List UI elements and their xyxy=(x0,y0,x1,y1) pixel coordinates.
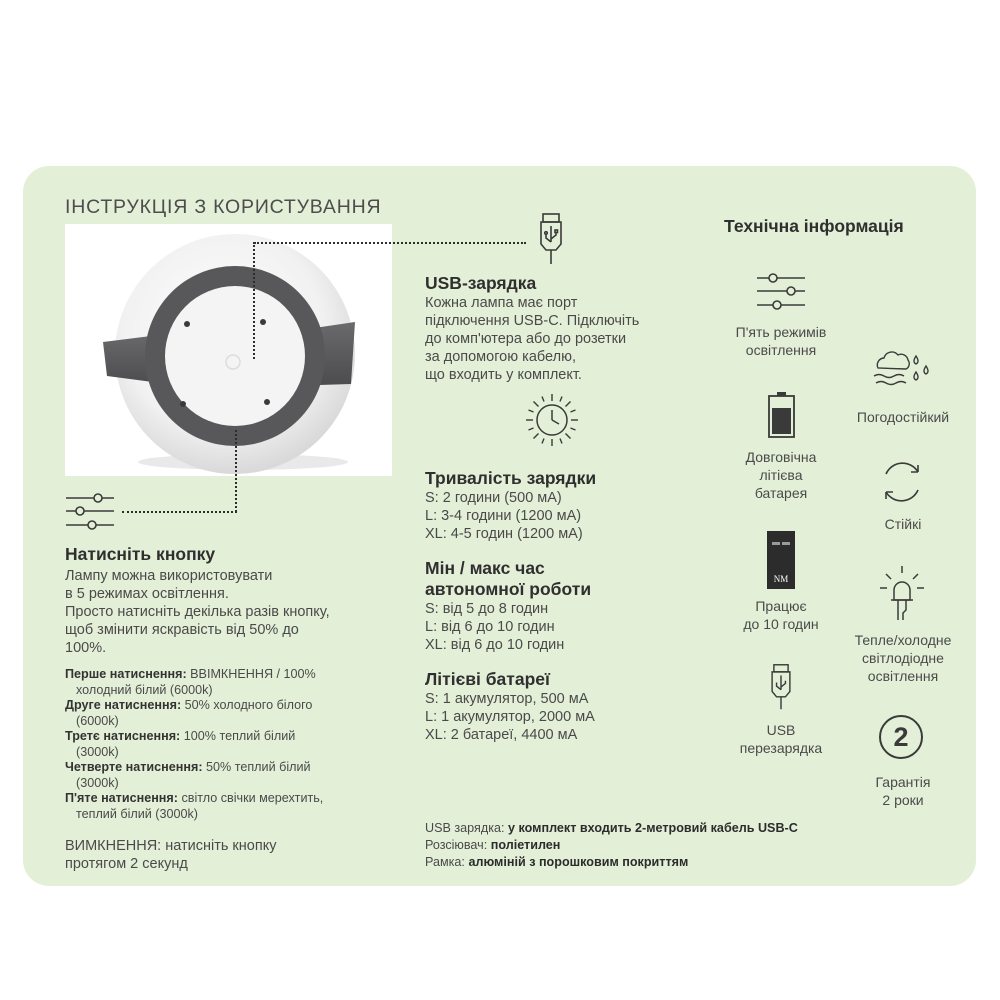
charge-time-line: S: 2 години (500 мА) xyxy=(425,490,562,506)
usb-line: за допомогою кабелю, xyxy=(425,349,576,365)
press-button-text xyxy=(65,567,395,657)
battery-icon xyxy=(766,391,798,439)
usb-line: що входить у комплект. xyxy=(425,367,582,383)
press-label: Перше натиснення: xyxy=(65,667,187,681)
led-bulb-icon xyxy=(878,564,926,622)
runtime-section xyxy=(425,558,695,654)
usb-icon xyxy=(766,663,796,711)
materials-value: алюміній з порошковим покриттям xyxy=(468,855,689,869)
press-text: (3000k) xyxy=(76,775,119,790)
press-text: (6000k) xyxy=(76,713,119,728)
materials-label: USB зарядка: xyxy=(425,821,508,835)
feature-text: до 10 годин xyxy=(743,616,819,632)
feature-text: літієва xyxy=(759,467,803,483)
connector-line xyxy=(254,242,526,244)
press-text: холодний білий (6000k) xyxy=(76,682,213,697)
press-item xyxy=(65,791,395,822)
charge-time-heading: Тривалість зарядки xyxy=(425,468,597,488)
feature-text: USB xyxy=(766,722,796,738)
feature-text: освітлення xyxy=(745,342,817,358)
charge-time-line: XL: 4-5 годин (1200 мА) xyxy=(425,526,583,542)
press-button-line: Лампу можна використовувати xyxy=(65,568,273,584)
feature-text: П'ять режимів xyxy=(735,324,827,340)
materials-label: Рамка: xyxy=(425,855,469,869)
feature-usb-label xyxy=(716,721,846,757)
sliders-icon xyxy=(64,492,116,532)
usb-line: Кожна лампа має порт xyxy=(425,295,578,311)
usb-line: підключення USB-C. Підключіть xyxy=(425,313,640,329)
usb-charging-section xyxy=(425,273,695,384)
press-item xyxy=(65,760,395,791)
weather-icon xyxy=(870,346,936,390)
feature-weather-label xyxy=(836,408,970,426)
materials-value: у комплект входить 2-метровий кабель USB-C xyxy=(508,821,798,835)
press-label: Друге натиснення: xyxy=(65,698,182,712)
off-line: протягом 2 секунд xyxy=(65,856,188,872)
press-modes-list xyxy=(65,667,395,822)
charge-time-section xyxy=(425,468,695,543)
sun-clock-icon xyxy=(524,392,580,448)
off-instruction xyxy=(65,837,276,873)
runtime-heading: Мін / макс час xyxy=(425,558,545,578)
feature-warranty-label xyxy=(836,773,970,809)
press-text: світло свічки мерехтить, xyxy=(181,791,324,805)
battery-cell-icon xyxy=(766,530,796,590)
batteries-line: XL: 2 батареї, 4400 мА xyxy=(425,727,578,743)
connector-line xyxy=(122,511,237,513)
feature-text: Працює xyxy=(755,598,807,614)
page-title: ІНСТРУКЦІЯ З КОРИСТУВАННЯ xyxy=(65,196,382,218)
charge-time-text xyxy=(425,489,695,543)
press-text: ВВІМКНЕННЯ / 100% xyxy=(190,667,316,681)
runtime-line: XL: від 6 до 10 годин xyxy=(425,637,565,653)
sliders-icon xyxy=(755,272,807,312)
materials-value: поліетилен xyxy=(490,838,561,852)
press-text: 50% теплий білий xyxy=(206,760,311,774)
feature-text: Погодостійкий xyxy=(856,409,950,425)
press-button-line: щоб змінити яскравість від 50% до xyxy=(65,622,299,638)
circular-arrows-icon xyxy=(876,456,928,508)
runtime-line: S: від 5 до 8 годин xyxy=(425,601,549,617)
press-text: 100% теплий білий xyxy=(183,729,296,743)
feature-modes-label xyxy=(716,323,846,359)
feature-durable-label xyxy=(836,515,970,533)
press-label: Третє натиснення: xyxy=(65,729,181,743)
press-text: теплий білий (3000k) xyxy=(76,806,198,821)
feature-text: Гарантія xyxy=(875,774,931,790)
press-label: П'яте натиснення: xyxy=(65,791,178,805)
feature-text: світлодіодне xyxy=(862,650,944,666)
connector-line xyxy=(253,242,255,359)
usb-line: до комп'ютера або до розетки xyxy=(425,331,627,347)
tech-info-title: Технічна інформація xyxy=(724,216,904,236)
materials-line xyxy=(425,854,798,871)
feature-text: Довговічна xyxy=(745,449,817,465)
press-button-line: Просто натисніть декілька разів кнопку, xyxy=(65,604,330,620)
feature-text: освітлення xyxy=(867,668,939,684)
batteries-line: S: 1 акумулятор, 500 мА xyxy=(425,691,589,707)
batteries-heading: Літієві батареї xyxy=(425,669,550,689)
usb-icon xyxy=(536,212,566,266)
feature-text: Стійкі xyxy=(884,516,922,532)
runtime-heading: автономної роботи xyxy=(425,579,592,599)
press-text: 50% холодного білого xyxy=(184,698,313,712)
press-item xyxy=(65,729,395,760)
batteries-section xyxy=(425,669,695,744)
press-button-line: 100%. xyxy=(65,640,107,656)
product-photo xyxy=(65,224,392,476)
feature-battery-label xyxy=(716,448,846,502)
materials-line xyxy=(425,820,798,837)
press-label: Четверте натиснення: xyxy=(65,760,203,774)
materials-notes xyxy=(425,820,798,871)
feature-led-label xyxy=(832,631,974,685)
press-button-heading: Натисніть кнопку xyxy=(65,544,216,564)
press-item xyxy=(65,667,395,698)
materials-line xyxy=(425,837,798,854)
usb-heading: USB-зарядка xyxy=(425,273,537,293)
warranty-icon: 2 xyxy=(879,715,923,759)
usb-text xyxy=(425,294,695,384)
feature-text: батарея xyxy=(754,485,808,501)
feature-text: Тепле/холодне xyxy=(854,632,952,648)
batteries-line: L: 1 акумулятор, 2000 мА xyxy=(425,709,595,725)
battery-mark: NM xyxy=(773,574,789,584)
runtime-line: L: від 6 до 10 годин xyxy=(425,619,555,635)
batteries-text xyxy=(425,690,695,744)
charge-time-line: L: 3-4 години (1200 мА) xyxy=(425,508,582,524)
feature-works-label xyxy=(716,597,846,633)
press-item xyxy=(65,698,395,729)
press-button-section xyxy=(65,544,395,657)
connector-line xyxy=(235,430,237,512)
runtime-text xyxy=(425,600,695,654)
press-text: (3000k) xyxy=(76,744,119,759)
feature-text: перезарядка xyxy=(739,740,823,756)
press-button-line: в 5 режимах освітлення. xyxy=(65,586,229,602)
materials-label: Розсіювач: xyxy=(425,838,491,852)
off-line: ВИМКНЕННЯ: натисніть кнопку xyxy=(65,838,277,854)
feature-text: 2 роки xyxy=(882,792,924,808)
